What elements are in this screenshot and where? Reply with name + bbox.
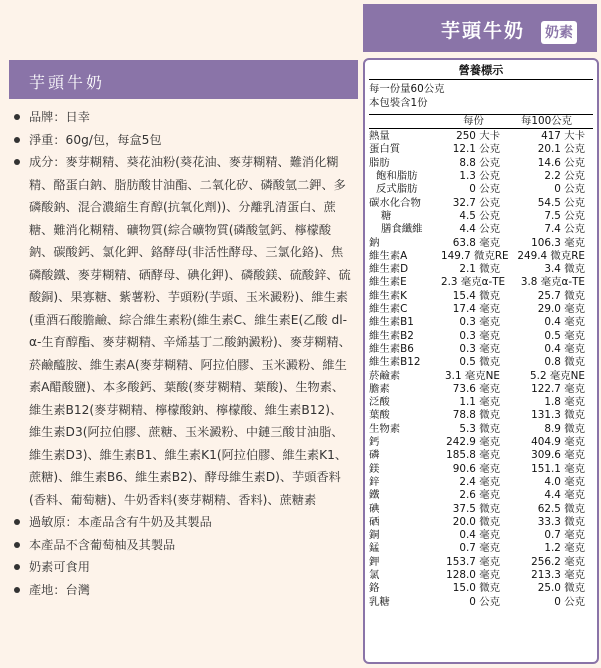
nutrient-name: 糖 — [381, 209, 392, 222]
per-100g-value: 8.9 微克 — [544, 422, 585, 435]
table-row — [369, 529, 593, 542]
nutrient-name: 生物素 — [369, 422, 401, 435]
per-100g-value: 0.5 毫克 — [544, 329, 585, 342]
per-serving-value: 32.7 公克 — [452, 196, 500, 209]
per-serving-value: 0.4 毫克 — [459, 529, 500, 542]
per-100g-value: 54.5 公克 — [537, 196, 585, 209]
per-serving-value: 15.4 微克 — [452, 289, 500, 302]
serving-size: 每一份量60公克 — [369, 83, 445, 96]
table-row — [369, 463, 593, 476]
nutrient-name: 銅 — [369, 529, 380, 542]
list-item: 過敏原：本產品含有牛奶及其製品 — [12, 511, 354, 534]
nutrient-name: 膽素 — [369, 382, 390, 395]
col-per-100g: 每100公克 — [520, 114, 572, 127]
nutrient-name: 氯 — [369, 568, 380, 581]
table-row — [369, 237, 593, 250]
per-100g-value: 25.7 微克 — [537, 289, 585, 302]
table-row — [369, 343, 593, 356]
nutrient-name: 蛋白質 — [369, 143, 401, 156]
per-100g-value: 417 大卡 — [541, 130, 585, 143]
table-row — [369, 356, 593, 369]
per-100g-value: 106.3 毫克 — [531, 236, 585, 249]
per-serving-value: 0 公克 — [469, 595, 500, 608]
nutrient-name: 碘 — [369, 502, 380, 515]
table-row — [369, 170, 593, 183]
per-100g-value: 3.4 微克 — [544, 263, 585, 276]
table-row — [369, 330, 593, 343]
nutrient-name: 鉀 — [369, 555, 380, 568]
per-100g-value: 7.4 公克 — [544, 223, 585, 236]
nutrient-name: 維生素K — [369, 289, 407, 302]
nutrient-name: 鋅 — [369, 475, 380, 488]
nutrient-name: 維生素B1 — [369, 316, 414, 329]
nutrient-name: 泛酸 — [369, 396, 390, 409]
per-serving-value: 153.7 毫克 — [446, 555, 500, 568]
table-row — [369, 290, 593, 303]
nutrient-name: 鎂 — [369, 462, 380, 475]
table-row — [369, 503, 593, 516]
per-100g-value: 404.9 毫克 — [531, 436, 585, 449]
nutrient-name: 飽和脂肪 — [376, 170, 418, 183]
per-serving-value: 15.0 微克 — [452, 582, 500, 595]
per-serving-value: 2.6 毫克 — [459, 489, 500, 502]
table-row — [369, 223, 593, 236]
nutrient-name: 反式脂肪 — [376, 183, 418, 196]
table-row — [369, 516, 593, 529]
per-100g-value: 1.8 毫克 — [544, 396, 585, 409]
per-100g-value: 7.5 公克 — [544, 209, 585, 222]
col-per-serving: 每份 — [463, 114, 484, 127]
table-row — [369, 183, 593, 196]
per-100g-value: 0.7 毫克 — [544, 529, 585, 542]
per-serving-value: 63.8 毫克 — [452, 236, 500, 249]
per-100g-value: 4.0 毫克 — [544, 475, 585, 488]
nutrition-title: 營養標示 — [369, 63, 593, 80]
per-serving-value: 128.0 毫克 — [446, 568, 500, 581]
table-row — [369, 409, 593, 422]
per-serving-value: 1.1 毫克 — [459, 396, 500, 409]
per-100g-value: 14.6 公克 — [537, 156, 585, 169]
list-item: 品牌：日幸 — [12, 106, 354, 129]
table-row — [369, 370, 593, 383]
nutrient-name: 維生素D — [369, 263, 409, 276]
per-serving-value: 0.3 毫克 — [459, 342, 500, 355]
serving-info — [369, 80, 593, 115]
per-100g-value: 20.1 公克 — [537, 143, 585, 156]
nutrient-name: 維生素A — [369, 249, 408, 262]
per-serving-value: 8.8 公克 — [459, 156, 500, 169]
per-100g-value: 3.8 毫克α-TE — [520, 276, 585, 289]
per-serving-value: 0.3 毫克 — [459, 316, 500, 329]
per-serving-value: 1.3 公克 — [459, 170, 500, 183]
nutrient-name: 錳 — [369, 542, 380, 555]
per-serving-value: 0 公克 — [469, 183, 500, 196]
table-row — [369, 263, 593, 276]
per-100g-value: 0 公克 — [554, 183, 585, 196]
table-row — [369, 569, 593, 582]
per-100g-value: 1.2 毫克 — [544, 542, 585, 555]
table-row — [369, 542, 593, 555]
nutrient-name: 菸鹼素 — [369, 369, 401, 382]
nutrient-name: 維生素B6 — [369, 342, 414, 355]
table-row — [369, 396, 593, 409]
list-item: 淨重：60g/包，每盒5包 — [12, 129, 354, 152]
list-item: 產地：台灣 — [12, 579, 354, 602]
per-serving-value: 149.7 微克RE — [441, 249, 509, 262]
nutrition-section — [361, 0, 601, 668]
table-row — [369, 596, 593, 609]
per-serving-value: 20.0 微克 — [452, 515, 500, 528]
per-100g-value: 62.5 微克 — [537, 502, 585, 515]
per-100g-value: 29.0 毫克 — [537, 303, 585, 316]
nutrient-name: 熱量 — [369, 130, 390, 143]
per-serving-value: 2.4 毫克 — [459, 475, 500, 488]
per-100g-value: 213.3 毫克 — [531, 568, 585, 581]
per-100g-value: 4.4 毫克 — [544, 489, 585, 502]
nutrition-panel — [363, 58, 599, 664]
table-row — [369, 210, 593, 223]
per-100g-value: 33.3 微克 — [537, 515, 585, 528]
nutrient-name: 鈉 — [369, 236, 380, 249]
servings-count: 本包裝含1份 — [369, 96, 428, 109]
nutrient-name: 碳水化合物 — [369, 196, 421, 209]
nutrient-name: 維生素C — [369, 303, 408, 316]
table-row — [369, 423, 593, 436]
per-serving-value: 73.6 毫克 — [452, 382, 500, 395]
product-name: 芋頭牛奶 — [440, 20, 525, 42]
section-title: 芋頭牛奶 — [9, 60, 358, 99]
per-100g-value: 2.2 公克 — [544, 170, 585, 183]
nutrient-name: 硒 — [369, 515, 380, 528]
per-serving-value: 242.9 毫克 — [446, 436, 500, 449]
vegetarian-badge: 奶素 — [541, 21, 577, 44]
table-row — [369, 197, 593, 210]
nutrient-name: 維生素B2 — [369, 329, 414, 342]
product-header — [363, 4, 597, 52]
table-row — [369, 476, 593, 489]
per-serving-value: 90.6 毫克 — [452, 462, 500, 475]
table-row — [369, 250, 593, 263]
nutrient-name: 乳糖 — [369, 595, 390, 608]
per-serving-value: 0.5 微克 — [459, 356, 500, 369]
per-serving-value: 250 大卡 — [456, 130, 500, 143]
per-serving-value: 17.4 毫克 — [452, 303, 500, 316]
per-serving-value: 2.1 微克 — [459, 263, 500, 276]
per-100g-value: 0.4 毫克 — [544, 316, 585, 329]
nutrient-name: 膳食纖維 — [381, 223, 423, 236]
table-row — [369, 383, 593, 396]
table-row — [369, 449, 593, 462]
nutrient-name: 磷 — [369, 449, 380, 462]
nutrient-name: 鈣 — [369, 436, 380, 449]
per-serving-value: 0.7 毫克 — [459, 542, 500, 555]
table-row — [369, 556, 593, 569]
per-100g-value: 256.2 毫克 — [531, 555, 585, 568]
per-serving-value: 4.5 公克 — [459, 209, 500, 222]
table-row — [369, 143, 593, 156]
nutrition-rows — [369, 129, 593, 609]
nutrient-name: 維生素E — [369, 276, 407, 289]
per-serving-value: 2.3 毫克α-TE — [441, 276, 506, 289]
nutrient-name: 鉻 — [369, 582, 380, 595]
product-info-list — [12, 106, 354, 601]
list-item: 本產品不含葡萄柚及其製品 — [12, 534, 354, 557]
per-100g-value: 0.8 微克 — [544, 356, 585, 369]
per-serving-value: 5.3 微克 — [459, 422, 500, 435]
per-100g-value: 25.0 微克 — [537, 582, 585, 595]
nutrient-name: 脂肪 — [369, 156, 390, 169]
table-row — [369, 582, 593, 595]
nutrient-name: 鐵 — [369, 489, 380, 502]
table-row — [369, 436, 593, 449]
column-headers — [369, 115, 593, 129]
per-100g-value: 0.4 毫克 — [544, 342, 585, 355]
per-serving-value: 4.4 公克 — [459, 223, 500, 236]
list-item: 成分：麥芽糊精、葵花油粉(葵花油、麥芽糊精、難消化糊精、酪蛋白鈉、脂肪酸甘油酯、二氧化矽、磷酸氫二鉀、多磷酸鈉、混合濃縮生育醇(抗氧化劑))、分離乳清蛋白、蔗糖、難消化糊精、礦物質(綜合礦物質(磷酸氫鈣、檸檬酸鈉、碳酸鈣、氯化鉀、鉻酵母(非活性酵母、三氯化鉻)、焦磷酸鐵、麥芽糊精、硒酵母、碘化鉀)、磷酸鎂、硫酸鋅、硫酸銅)、果寡糖、紫薯粉、芋頭粉(芋頭、玉米澱粉)、維生素(重酒石酸膽鹼、綜合維生素粉(維生素C、維生素E(乙酸 dl-α-生育醇酯、麥芽糊精、辛烯基丁二酸鈉澱粉)、麥芽糊精、菸鹼醯胺、維生素A(麥芽糊精、阿拉伯膠、玉米澱粉、維生素A醋酸鹽)、本多酸鈣、葉酸(麥芽糊精、葉酸)、生物素、維生素B12(麥芽糊精、檸檬酸鈉、檸檬酸、維生素B12)、維生素D3(阿拉伯膠、蔗糖、玉米澱粉、中鏈三酸甘油脂、維生素D3)、維生素B1、維生素K1(阿拉伯膠、維生素K1、蔗糖)、維生素B6、維生素B2)、酵母維生素D)、芋頭香料(香料、葡萄糖)、牛奶香料(麥芽糊精、香料)、蔗糖素 — [12, 151, 354, 511]
table-row — [369, 276, 593, 289]
per-serving-value: 0.3 毫克 — [459, 329, 500, 342]
per-100g-value: 131.3 微克 — [531, 409, 585, 422]
per-serving-value: 37.5 微克 — [452, 502, 500, 515]
list-item: 奶素可食用 — [12, 556, 354, 579]
table-row — [369, 316, 593, 329]
per-100g-value: 309.6 毫克 — [531, 449, 585, 462]
per-100g-value: 151.1 毫克 — [531, 462, 585, 475]
table-row — [369, 130, 593, 143]
table-row — [369, 303, 593, 316]
per-100g-value: 0 公克 — [554, 595, 585, 608]
per-serving-value: 3.1 毫克NE — [445, 369, 500, 382]
per-100g-value: 122.7 毫克 — [531, 382, 585, 395]
per-serving-value: 12.1 公克 — [452, 143, 500, 156]
table-row — [369, 489, 593, 502]
per-serving-value: 78.8 微克 — [452, 409, 500, 422]
per-100g-value: 249.4 微克RE — [517, 249, 585, 262]
nutrition-label — [369, 63, 593, 661]
table-row — [369, 157, 593, 170]
per-serving-value: 185.8 毫克 — [446, 449, 500, 462]
nutrient-name: 維生素B12 — [369, 356, 421, 369]
per-100g-value: 5.2 毫克NE — [530, 369, 585, 382]
nutrient-name: 葉酸 — [369, 409, 390, 422]
